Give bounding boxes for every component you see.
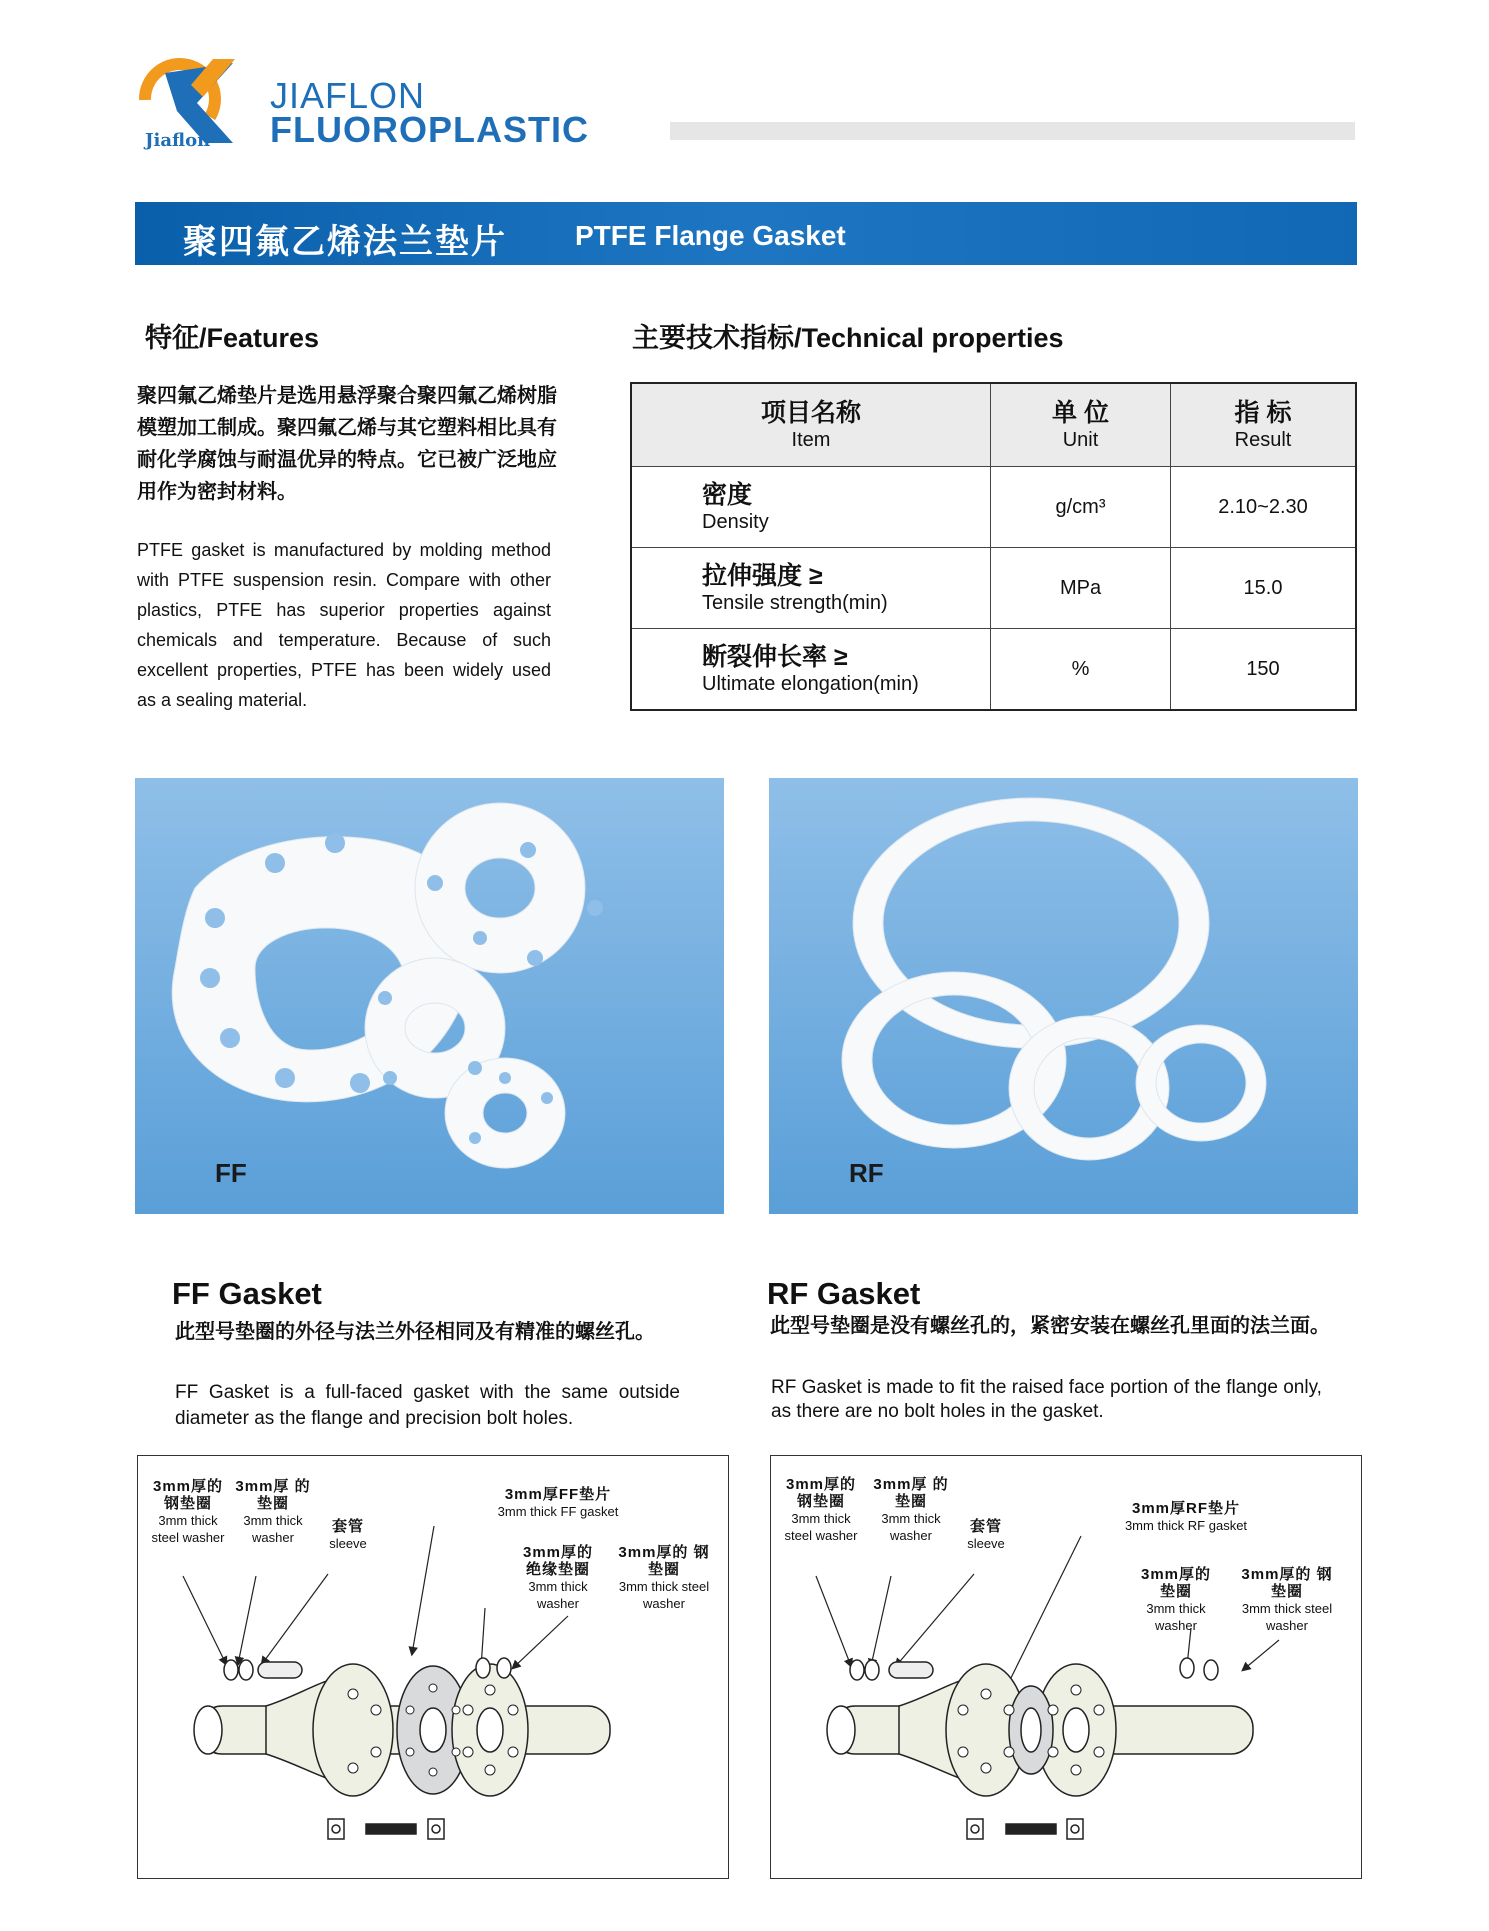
rf-label-washer-2: 3mm厚的 垫圈 3mm thick washer [1140,1566,1212,1633]
technical-properties-table [630,382,1357,711]
header-unit-cn: 单 位 [1052,399,1109,427]
row-result: 2.10~2.30 [1171,467,1357,548]
rf-label-steel-washer-2: 3mm厚的 钢垫圈 3mm thick steel washer [1241,1566,1333,1633]
ff-label-ff-gasket: 3mm厚FF垫片 3mm thick FF gasket [497,1486,619,1519]
row-item [631,548,991,629]
row-result: 15.0 [1171,548,1357,629]
row-item-en: Density [702,511,769,533]
technical-properties-heading: 主要技术指标/Technical properties [632,323,1064,353]
ff-photo-label: FF [215,1158,247,1188]
row-result: 150 [1171,629,1357,711]
features-chinese-text: 聚四氟乙烯垫片是选用悬浮聚合聚四氟乙烯树脂模塑加工制成。聚四氟乙烯与其它塑料相比具有耐化学腐蚀与耐温优异的特点。它已被广泛地应用作为密封材料。 [137,385,557,503]
brand-name: JIAFLON [270,75,426,116]
ff-assembly-diagram [137,1455,729,1879]
row-item-cn: 拉伸强度 ≥ [702,562,823,590]
row-unit: MPa [991,548,1171,629]
row-unit: % [991,629,1171,711]
row-item-cn: 断裂伸长率 ≥ [702,643,848,671]
header-item [631,383,991,467]
ff-label-steel-washer: 3mm厚的 钢垫圈 3mm thick steel washer [151,1478,225,1545]
rf-assembly-diagram [770,1455,1362,1879]
row-unit: g/cm³ [991,467,1171,548]
rf-gasket-photo [769,778,1358,1214]
title-chinese: 聚四氟乙烯法兰垫片 [183,223,507,261]
ff-gasket-title: FF Gasket [172,1276,322,1311]
ff-gasket-photo [135,778,724,1214]
rf-gasket-chinese-text: 此型号垫圈是没有螺丝孔的，紧密安装在螺丝孔里面的法兰面。 [770,1315,1330,1337]
ff-label-washer: 3mm厚 的垫圈 3mm thick washer [235,1478,311,1545]
ff-label-sleeve: 套管 sleeve [329,1518,367,1551]
rf-gasket-title: RF Gasket [767,1276,921,1311]
rf-gaskets-illustration [769,778,1358,1214]
table-row [631,467,1356,548]
rf-label-sleeve: 套管 sleeve [967,1518,1005,1551]
row-item-en: Ultimate elongation(min) [702,673,919,695]
header-result [1171,383,1357,467]
title-english: PTFE Flange Gasket [575,220,846,251]
rf-label-rf-gasket: 3mm厚RF垫片 3mm thick RF gasket [1124,1500,1248,1533]
row-item [631,629,991,711]
table-row [631,629,1356,711]
rf-gasket-english-text: RF Gasket is made to fit the raised face portion of the flange only, as there are no bolt holes in the gasket. [771,1377,1322,1422]
title-band [135,202,1357,265]
features-heading: 特征/Features [145,323,320,353]
brand-subtitle: FLUOROPLASTIC [270,109,589,150]
header-unit [991,383,1171,467]
ff-label-insulating-washer: 3mm厚的 绝缘垫圈 3mm thick washer [522,1544,594,1611]
row-item-cn: 密度 [702,481,753,509]
header-unit-en: Unit [1062,429,1099,451]
row-item [631,467,991,548]
header-item-cn: 项目名称 [760,399,861,427]
rf-label-steel-washer: 3mm厚的 钢垫圈 3mm thick steel washer [784,1476,858,1543]
header-result-cn: 指 标 [1234,399,1292,427]
header-item-en: Item [791,429,831,451]
header-result-en: Result [1234,429,1292,451]
rf-photo-label: RF [849,1158,884,1188]
row-item-en: Tensile strength(min) [702,592,888,614]
ff-label-steel-washer-2: 3mm厚的 钢垫圈 3mm thick steel washer [618,1544,710,1611]
ff-gasket-chinese-text: 此型号垫圈的外径与法兰外径相同及有精准的螺丝孔。 [175,1321,655,1343]
table-header-row [631,383,1356,467]
features-english-text: PTFE gasket is manufactured by molding method with PTFE suspension resin. Compare with other plastics, PTFE has superior properties against chemicals and temperature. Because of such excellent properties, PTFE has been widely used as a sealing material. [137,540,551,710]
ff-gasket-english-text: FF Gasket is a full-faced gasket with the same outside diameter as the flange and precision bolt holes. [175,1382,680,1429]
logo-wordmark: Jiaflon [145,130,211,151]
table-row [631,548,1356,629]
rf-label-washer: 3mm厚 的垫圈 3mm thick washer [873,1476,949,1543]
header-rule [670,122,1355,140]
ff-gaskets-illustration [135,778,724,1214]
